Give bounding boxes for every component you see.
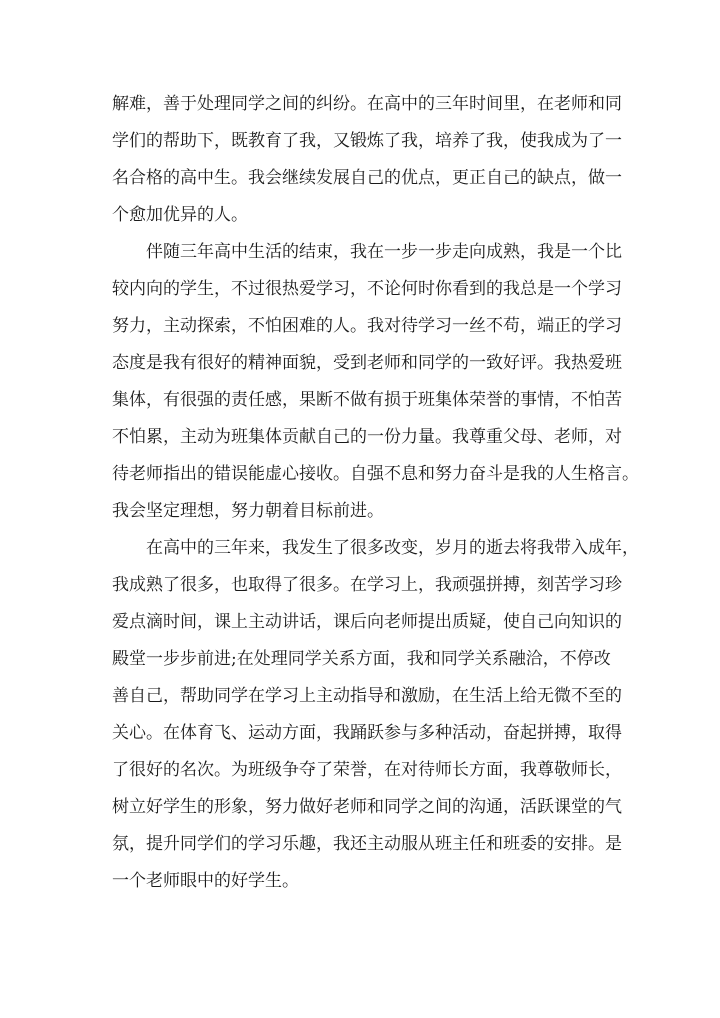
text-line: 在高中的三年来，我发生了很多改变，岁月的逝去将我带入成年， — [146, 538, 639, 558]
text-line: 树立好学生的形象，努力做好老师和同学之间的沟通，活跃课堂的气 — [112, 797, 622, 817]
text-line: 氛，提升同学们的学习乐趣，我还主动服从班主任和班委的安排。是 — [112, 834, 622, 854]
text-line: 殿堂一步步前进;在处理同学关系方面，我和同学关系融洽，不停改 — [112, 649, 611, 669]
text-line: 较内向的学生，不过很热爱学习，不论何时你看到的我总是一个学习 — [112, 279, 622, 299]
text-line: 待老师指出的错误能虚心接收。自强不息和努力奋斗是我的人生格言。 — [112, 464, 639, 484]
text-line: 了很好的名次。为班级争夺了荣誉，在对待师长方面，我尊敬师长， — [112, 760, 622, 780]
text-line: 不怕累，主动为班集体贡献自己的一份力量。我尊重父母、老师，对 — [112, 427, 622, 447]
text-line: 解难，善于处理同学之间的纠纷。在高中的三年时间里，在老师和同 — [112, 94, 622, 114]
text-line: 我成熟了很多，也取得了很多。在学习上，我顽强拼搏，刻苦学习珍 — [112, 575, 622, 595]
text-line: 一个老师眼中的好学生。 — [112, 871, 299, 891]
paragraph-3 — [112, 530, 639, 900]
text-line: 我会坚定理想，努力朝着目标前进。 — [112, 501, 384, 521]
text-line: 态度是我有很好的精神面貌，受到老师和同学的一致好评。我热爱班 — [112, 353, 622, 373]
text-line: 善自己，帮助同学在学习上主动指导和激励，在生活上给无微不至的 — [112, 686, 622, 706]
document-body — [112, 86, 639, 900]
text-line: 个愈加优异的人。 — [112, 205, 248, 225]
text-line: 爱点滴时间，课上主动讲话，课后向老师提出质疑，使自己向知识的 — [112, 612, 622, 632]
text-line: 名合格的高中生。我会继续发展自己的优点，更正自己的缺点，做一 — [112, 168, 622, 188]
paragraph-1 — [112, 86, 622, 234]
text-line: 努力，主动探索，不怕困难的人。我对待学习一丝不苟，端正的学习 — [112, 316, 622, 336]
text-line: 学们的帮助下，既教育了我，又锻炼了我，培养了我，使我成为了一 — [112, 131, 622, 151]
paragraph-2 — [112, 234, 639, 530]
text-line: 伴随三年高中生活的结束，我在一步一步走向成熟，我是一个比 — [146, 242, 622, 262]
text-line: 关心。在体育飞、运动方面，我踊跃参与多种活动，奋起拼搏，取得 — [112, 723, 622, 743]
text-line: 集体，有很强的责任感，果断不做有损于班集体荣誉的事情，不怕苦 — [112, 390, 622, 410]
